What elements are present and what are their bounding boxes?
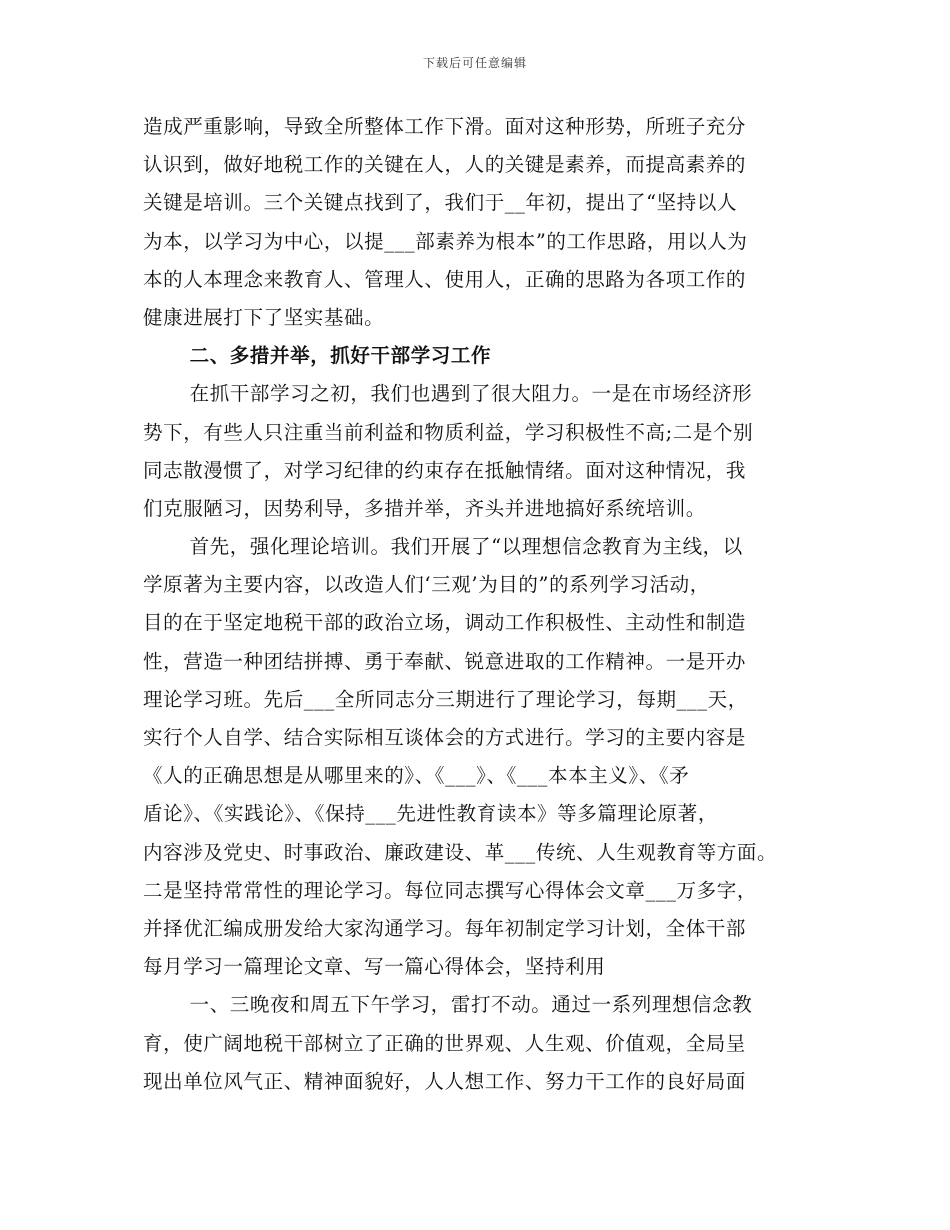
paragraph-line: 二是坚持常常性的理论学习。每位同志撰写心得体会文章___万多字， xyxy=(143,878,757,902)
paragraph-line: 育，使广阔地税干部树立了正确的世界观、人生观、价值观，全局呈 xyxy=(143,1031,747,1055)
page-header: 下载后可任意编辑 xyxy=(422,56,527,70)
paragraph-line: 每月学习一篇理论文章、写一篇心得体会，坚持利用 xyxy=(143,955,606,979)
paragraph-line: 在抓干部学习之初，我们也遇到了很大阻力。一是在市场经济形 xyxy=(189,382,753,406)
paragraph-line: 并择优汇编成册发给大家沟通学习。每年初制定学习计划，全体干部 xyxy=(143,916,747,940)
paragraph-line: 首先，强化理论培训。我们开展了“以理想信念教育为主线，以 xyxy=(189,535,743,559)
paragraph-line: 内容涉及党史、时事政治、廉政建设、革___传统、人生观教育等方面。 xyxy=(143,840,778,864)
paragraph-line: 学原著为主要内容，以改造人们‘三观’为目的”的系列学习活动， xyxy=(143,573,710,597)
paragraph-line: 同志散漫惯了，对学习纪律的约束存在抵触情绪。面对这种情况，我 xyxy=(143,458,747,482)
paragraph-line: 《人的正确思想是从哪里来的》、《___》、《___本本主义》、《矛 xyxy=(143,764,690,788)
paragraph-line: 现出单位风气正、精神面貌好，人人想工作、努力干工作的良好局面 xyxy=(143,1069,747,1093)
paragraph-line: 势下，有些人只注重当前利益和物质利益，学习积极性不高;二是个别 xyxy=(143,420,754,444)
paragraph-line: 们克服陋习，因势利导，多措并举，齐头并进地搞好系统培训。 xyxy=(143,496,706,520)
paragraph-line: 关键是培训。三个关键点找到了，我们于__年初，提出了“坚持以人 xyxy=(143,191,738,215)
paragraph-line: 理论学习班。先后___全所同志分三期进行了理论学习，每期___天， xyxy=(143,687,748,711)
paragraph-line: 健康进展打下了坚实基础。 xyxy=(143,305,385,329)
paragraph-line: 造成严重影响，导致全所整体工作下滑。面对这种形势，所班子充分 xyxy=(143,115,747,138)
paragraph-line: 为本，以学习为中心，以提___部素养为根本”的工作思路，用以人为 xyxy=(143,229,748,253)
paragraph-line: 性，营造一种团结拼搏、勇于奉献、锐意进取的工作精神。一是开办 xyxy=(143,649,747,673)
paragraph-line: 目的在于坚定地税干部的政治立场，调动工作积极性、主动性和制造 xyxy=(143,611,747,635)
paragraph-line: 认识到，做好地税工作的关键在人，人的关键是素养，而提高素养的 xyxy=(143,153,747,177)
paragraph-line: 本的人本理念来教育人、管理人、使用人，正确的思路为各项工作的 xyxy=(143,267,747,291)
paragraph-line: 实行个人自学、结合实际相互谈体会的方式进行。学习的主要内容是 xyxy=(143,726,747,749)
paragraph-line: 一、三晚夜和周五下午学习，雷打不动。通过一系列理想信念教 xyxy=(189,993,753,1017)
paragraph-line: 盾论》、《实践论》、《保持___先进性教育读本》等多篇理论原著， xyxy=(143,802,718,826)
section-heading: 二、多措并举，抓好干部学习工作 xyxy=(189,344,492,368)
document-body xyxy=(143,108,813,1101)
